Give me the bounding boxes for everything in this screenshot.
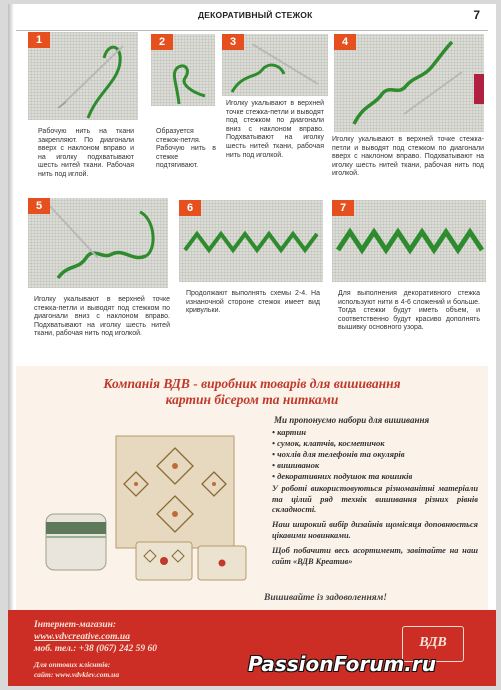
- ad-text-website: Щоб побачити весь асортимент, завітайте на наш сайт «ВДВ Креатив»: [272, 546, 478, 566]
- step-1-number: 1: [28, 32, 50, 48]
- ad-intro: Ми пропонуємо набори для вишивання: [274, 415, 430, 425]
- needle-thread-illustration: [334, 34, 484, 132]
- list-item: • картин: [272, 427, 307, 437]
- step-6-number: 6: [179, 200, 201, 216]
- step-5-number: 5: [28, 198, 50, 214]
- logo-text: ВДВ: [419, 635, 447, 650]
- step-5-photo: [28, 198, 168, 288]
- list-item: • вишиванок: [272, 460, 320, 470]
- step-2-caption: Образуется стежок-петля. Рабочую нить в стежке подтягивают.: [156, 128, 216, 170]
- step-3-number: 3: [222, 34, 244, 50]
- ad-text-materials: У роботі використовуються різноманітні матеріали та цілий ряд технік вишивання різних рівнів складності.: [272, 484, 478, 515]
- step-6-photo: [179, 200, 323, 282]
- step-1-photo: [28, 32, 138, 120]
- ad-slogan: Вишивайте із задоволенням!: [264, 593, 387, 603]
- shop-url-link[interactable]: www.vdvcreative.com.ua: [34, 632, 130, 642]
- wholesale-site-link[interactable]: сайт: www.vdvkiev.com.ua: [34, 670, 120, 679]
- step-5-caption: Иголку укалывают в верхней точке стежка-петли и выводят под стежком по диагонали вниз с наклоном вправо. Подхватывают на иголку шесть нитей ткани, рабочая нить под иголкой.: [34, 296, 170, 338]
- advertisement: [16, 366, 488, 610]
- step-4-caption: Иголку укалывают в верхней точке стежка-петли и выводят под стежком по диагонали вверх с наклоном вправо. Подхватывают на иголку шесть нитей ткани, рабочая нить под иголкой.: [332, 136, 484, 178]
- section-title: ДЕКОРАТИВНЫЙ СТЕЖОК: [198, 10, 313, 20]
- step-6-caption: Продолжают выполнять схемы 2-4. На изнаночной стороне стежок имеет вид кривульки.: [186, 290, 320, 315]
- shop-label: Інтернет-магазин:: [34, 620, 117, 630]
- watermark: PassionForum.ru: [248, 652, 437, 676]
- step-2-number: 2: [151, 34, 173, 50]
- step-4-photo: [334, 34, 484, 132]
- ad-title-line-1: Компанія ВДВ - виробник товарів для вишивання: [103, 376, 401, 391]
- list-item: • декоративних подушок та кошиків: [272, 471, 413, 481]
- step-1-caption: Рабочую нить на ткани закрепляют. По диагонали вверх с наклоном вправо и на иголку подхватывают шесть нитей ткани. Рабочая нить под иглой.: [38, 128, 134, 178]
- page-number: 7: [473, 8, 480, 22]
- zigzag-stitch-illustration: [332, 200, 486, 282]
- product-photo: [42, 428, 272, 598]
- ad-text-designs: Наш широкий вибір дизайнів щомісяця доповнюється цікавими новинками.: [272, 520, 478, 540]
- step-3-caption: Иголку укалывают в верхней точке стежка-петли и выводят под стежком по диагонали вниз с наклоном вправо. Подхватывают на иголку шесть нитей ткани, рабочая нить под иголкой.: [226, 100, 324, 159]
- wholesale-label: Для оптових клієнтів:: [34, 660, 111, 669]
- page-header: [8, 10, 496, 24]
- list-item: • сумок, клатчів, косметичок: [272, 438, 385, 448]
- product-list: [272, 427, 412, 482]
- magazine-page: [8, 4, 496, 686]
- step-4-number: 4: [334, 34, 356, 50]
- ad-title: [16, 376, 488, 408]
- step-3-photo: [222, 34, 328, 96]
- header-divider: [16, 30, 488, 31]
- step-7-number: 7: [332, 200, 354, 216]
- phone-number: моб. тел.: +38 (067) 242 59 60: [34, 644, 158, 654]
- page-fold-shadow: [8, 4, 14, 686]
- ad-title-line-2: картин бісером та нитками: [165, 392, 339, 407]
- list-item: • чохлів для телефонів та окулярів: [272, 449, 405, 459]
- step-7-photo: [332, 200, 486, 282]
- step-7-caption: Для выполнения декоративного стежка используют нити в 4-6 сложений и больше. Тогда стежки будут иметь объем, и соответственно будут красиво дополнять вышивку основного узора.: [338, 290, 480, 332]
- step-2-photo: [151, 34, 215, 106]
